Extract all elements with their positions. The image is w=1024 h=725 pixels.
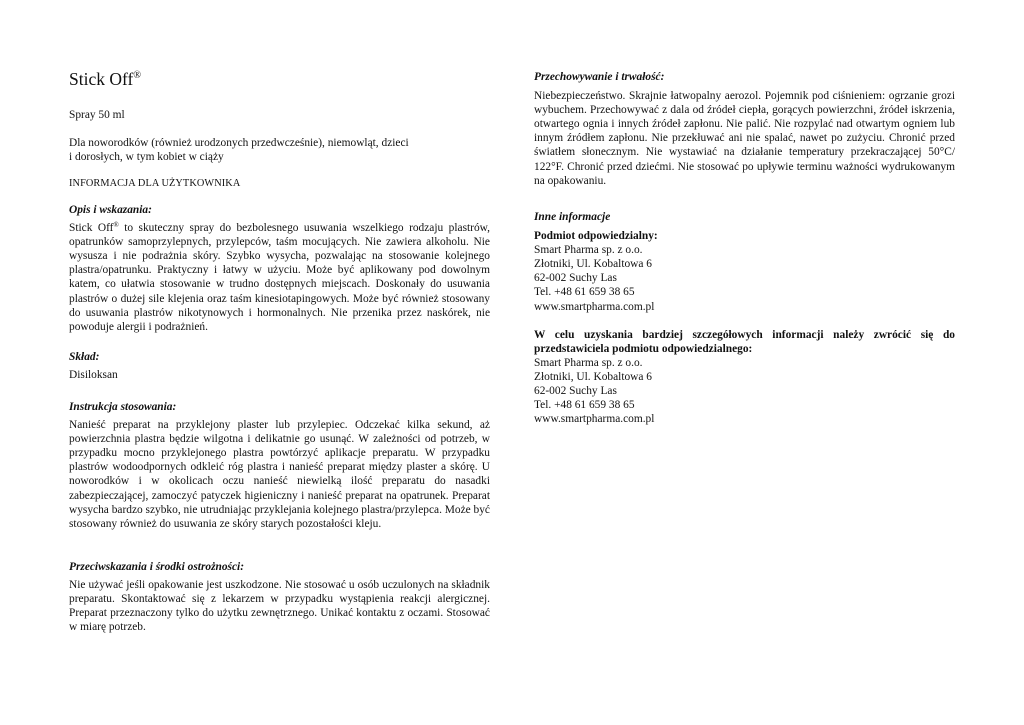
section-body: Nie używać jeśli opakowanie jest uszkodzone. Nie stosować u osób uczulonych na składnik preparatu. Skontaktować się z lekarzem w przypadku wystąpienia reakcji alergicznej. Preparat przeznaczony tylko do użytku zewnętrznego. Unikać kontaktu z oczami. Stosować w miarę potrzeb. [69,579,490,634]
section-heading: Instrukcja stosowania: [69,401,177,413]
section-body: Disiloksan [69,369,118,382]
section-composition [69,350,490,382]
product-ref: Stick Off [69,222,114,235]
section-heading: Inne informacje [534,211,611,223]
responsible-heading: Podmiot odpowiedzialny: [534,230,658,243]
contact-name: Smart Pharma sp. z o.o. [534,356,643,369]
section-body: Nanieść preparat na przyklejony plaster lub przylepiec. Odczekać kilka sekund, aż powierzchnia plastra będzie wilgotna i delikatnie go usunąć. W zależności od potrzeb, w przypadku mocno przyklejonego plastra powtórzyć aplikacje preparatu. W przypadku plastrów wodoodpornych odkleić róg plastra i nanieść preparat między plaster a skórę. U noworodków i w okolicach oczu nanieść niewielką ilość preparatu do nasadki zabezpieczającej, zamoczyć patyczek higieniczny i nanieść preparat na opatrunek. Preparat wysycha bardzo szybko, nie utrudniając przyklejania kolejnego plastra/przylepca. Może być stosowany również do usuwania ze skóry starych pozostałości kleju. [69,419,490,530]
section-heading: Przechowywanie i trwałość: [534,71,665,83]
responsible-website: www.smartpharma.com.pl [534,300,655,313]
contact-city: 62-002 Suchy Las [534,385,617,398]
product-name: Stick Off [69,69,134,89]
contact-website: www.smartpharma.com.pl [534,413,655,426]
registered-mark: ® [113,221,119,230]
section-heading: Przeciwskazania i środki ostrożności: [69,561,244,573]
section-body [69,221,490,334]
contact-street: Złotniki, Ul. Kobaltowa 6 [534,370,653,383]
responsible-city: 62-002 Suchy Las [534,272,617,285]
section-instructions [69,400,490,531]
description-text: to skuteczny spray do bezbolesnego usuwania wszelkiego rodzaju plastrów, opatrunków samoprzylepnych, przylepców, taśm mocujących. Nie zawiera alkoholu. Nie wysusza i nie podrażnia skóry. Szybko wysycha, pozwalając na stosowanie kolejnego plastra/opatrunku. Praktyczny i łatwy w użyciu. Może być aplikowany pod dowolnym katem, co ułatwia stosowanie w trudno dostępnych miejscach. Doskonały do usuwania plastrów o dużej sile klejenia oraz taśm kinesiotapingowych. Może być również stosowany do usuwania plastrów nikotynowych i hormonalnych. Nie przenika przez naskórek, nie powoduje alergii i podrażnień. [69,222,490,333]
audience-line-2: i dorosłych, w tym kobiet w ciąży [69,151,224,164]
registered-mark: ® [133,70,141,81]
info-heading: INFORMACJA DLA UŻYTKOWNIKA [69,178,241,189]
section-body: Niebezpieczeństwo. Skrajnie łatwopalny aerozol. Pojemnik pod ciśnieniem: ogrzanie grozi wybuchem. Przechowywać z dala od źródeł ciepła, gorących powierzchni, źródeł iskrzenia, otwartego ognia i innych źródeł zapłonu. Nie palić. Nie rozpylać nad otwartym ogniem lub innym źródłem zapłonu. Nie przekłuwać ani nie spalać, nawet po zużyciu. Chronić przed światłem słonecznym. Nie wystawiać na działanie temperatury przekraczającej 50°C/ 122°F. Chronić przed dziećmi. Nie stosować po upływie terminu ważności wydrukowanym na opakowaniu. [534,90,955,187]
responsible-street: Złotniki, Ul. Kobaltowa 6 [534,258,653,271]
contact-heading: W celu uzyskania bardziej szczegółowych informacji należy zwrócić się do przedstawiciela podmiotu odpowiedzialnego: [534,328,955,355]
audience [69,136,490,164]
responsible-name: Smart Pharma sp. z o.o. [534,244,643,257]
section-heading: Skład: [69,351,100,363]
section-description [69,203,490,334]
responsible-phone: Tel. +48 61 659 38 65 [534,286,635,299]
contact-phone: Tel. +48 61 659 38 65 [534,399,635,412]
subtitle: Spray 50 ml [69,109,125,121]
section-heading: Opis i wskazania: [69,204,152,216]
section-other [534,210,955,426]
product-title [69,68,141,90]
audience-line-1: Dla noworodków (również urodzonych przedwcześnie), niemowląt, dzieci [69,137,409,149]
section-contraindications [69,560,490,634]
section-storage [534,70,955,188]
